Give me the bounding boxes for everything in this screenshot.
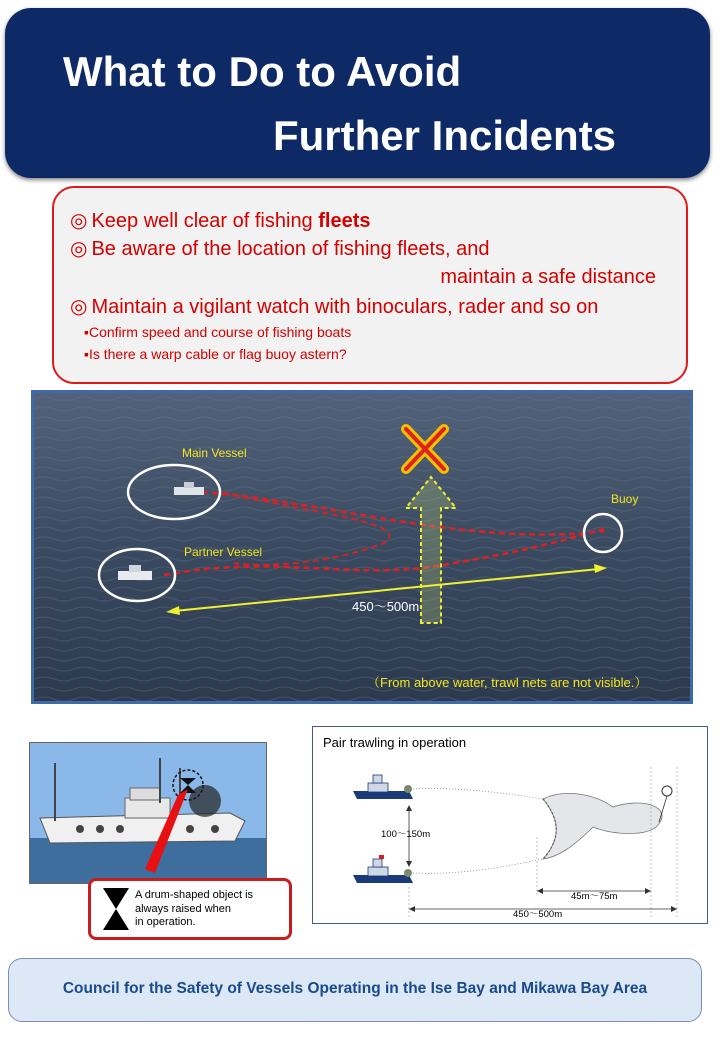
header-banner xyxy=(5,8,710,178)
advice-sub-item-2: ▪Is there a warp cable or flag buoy astern? xyxy=(84,346,347,362)
total-length-label: 450～500m xyxy=(513,909,563,920)
double-circle-icon: ◎ xyxy=(70,296,88,318)
fishing-boat-illustration xyxy=(30,743,266,883)
advice-sub-item-1: ▪Confirm speed and course of fishing boats xyxy=(84,324,352,340)
main-vessel-label: Main Vessel xyxy=(182,446,247,460)
lower-trawler xyxy=(353,855,413,883)
advice-item-3 xyxy=(70,294,598,319)
net-length-label: 45m～75m xyxy=(571,891,618,902)
distance-label: 450～500m xyxy=(352,599,420,614)
drum-shape-description xyxy=(135,889,253,930)
page-title-line1: What to Do to Avoid xyxy=(63,48,462,95)
drum-shape-callout xyxy=(88,878,292,940)
advice-item-2 xyxy=(70,236,489,261)
advice-box xyxy=(52,186,688,384)
pair-trawling-illustration xyxy=(313,727,707,923)
diagram-title: Pair trawling in operation xyxy=(323,735,467,750)
fishing-boat-photo xyxy=(29,742,267,884)
double-circle-icon: ◎ xyxy=(70,238,88,260)
buoy-label: Buoy xyxy=(611,492,639,506)
trawl-net xyxy=(543,793,662,859)
advice-item-3-text: Maintain a vigilant watch with binoculars, rader and so on xyxy=(91,296,599,318)
upper-trawler xyxy=(353,775,413,799)
aerial-sea-photo xyxy=(31,390,693,704)
aerial-photo-illustration xyxy=(34,393,690,701)
advice-item-1 xyxy=(70,208,371,233)
footer-banner xyxy=(8,958,702,1022)
photo-caption: （From above water, trawl nets are not visible.） xyxy=(367,675,648,690)
drum-text-line2: always raised when xyxy=(135,902,231,915)
drum-text-line1: A drum-shaped object is xyxy=(135,889,254,901)
advice-item-2-continuation: maintain a safe distance xyxy=(440,266,656,288)
drum-shape-icon xyxy=(101,886,131,932)
drum-text-line3: in operation. xyxy=(135,916,196,928)
advice-item-2-text: Be aware of the location of fishing fleets, and xyxy=(91,238,490,260)
flag-buoy-icon xyxy=(662,786,672,796)
pair-trawling-diagram xyxy=(312,726,708,924)
advice-item-1-text: Keep well clear of fishing xyxy=(91,210,319,232)
double-circle-icon: ◎ xyxy=(70,210,88,232)
page-title-line2: Further Incidents xyxy=(273,112,617,159)
width-label: 100～150m xyxy=(381,829,431,840)
partner-vessel-label: Partner Vessel xyxy=(184,545,263,559)
advice-item-1-bold: fleets xyxy=(318,210,371,232)
council-name: Council for the Safety of Vessels Operating in the Ise Bay and Mikawa Bay Area xyxy=(62,980,648,997)
